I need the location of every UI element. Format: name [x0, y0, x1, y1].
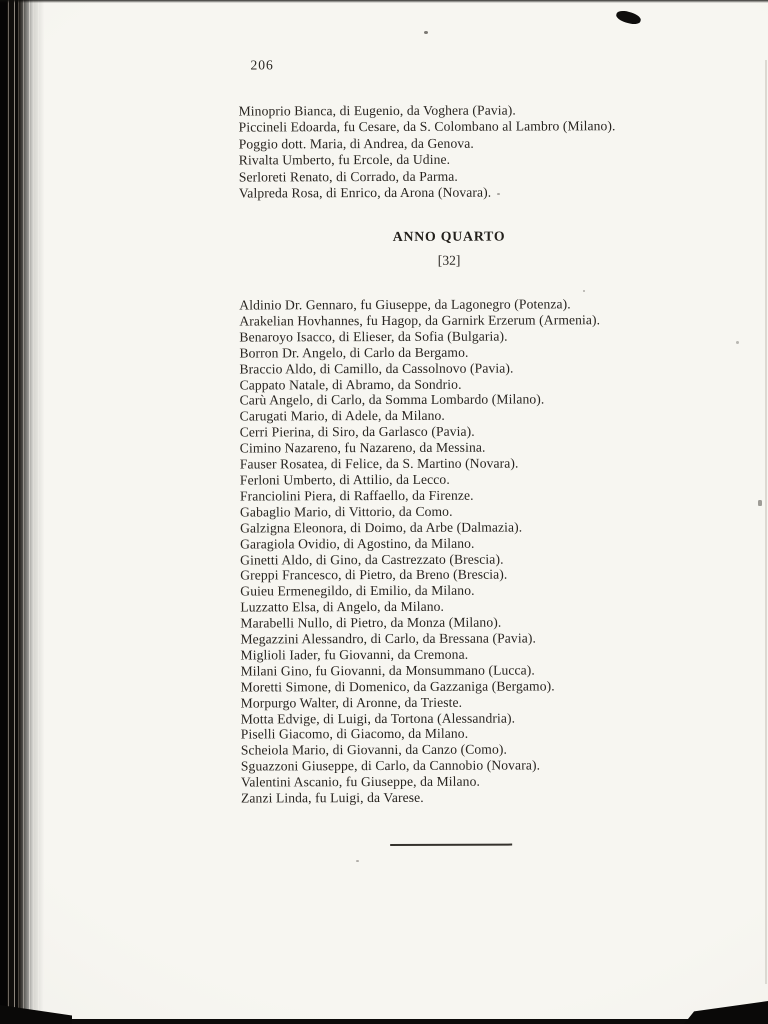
register-entry: Braccio Aldo, di Camillo, da Cassolnovo (Pavia). [239, 360, 514, 377]
ink-speck [424, 31, 428, 34]
register-entry: Rivalta Umberto, fu Ercole, da Udine. [238, 151, 451, 168]
register-entry: Piselli Giacomo, di Giacomo, da Milano. [240, 726, 469, 742]
register-entry: Miglioli Iader, fu Giovanni, da Cremona. [240, 646, 469, 663]
register-entry: Piccineli Edoarda, fu Cesare, da S. Colombano al Lambro (Milano). [238, 118, 616, 135]
register-entry: Carugati Mario, di Adele, da Milano. [239, 408, 445, 424]
register-entry: Scheiola Mario, di Giovanni, da Canzo (Como). [240, 741, 507, 758]
section-end-rule [390, 844, 512, 846]
section-entry-count: [32] [437, 252, 461, 268]
scan-top-edge [0, 0, 768, 3]
register-list-previous-section [239, 102, 616, 202]
register-entry: Zanzi Linda, fu Luigi, da Varese. [240, 789, 424, 806]
register-entry: Greppi Francesco, di Pietro, da Breno (Brescia). [240, 566, 508, 583]
scan-left-edge [0, 0, 7, 1024]
ink-speck [736, 341, 739, 344]
register-entry: Serloreti Renato, di Corrado, da Parma. [238, 168, 458, 185]
register-entry: Minoprio Bianca, di Eugenio, da Voghera (Pavia). [238, 102, 516, 119]
register-entry: Benaroyo Isacco, di Elieser, da Sofia (Bulgaria). [239, 328, 508, 345]
register-entry: Galzigna Eleonora, di Doimo, da Arbe (Dalmazia). [240, 519, 523, 536]
register-entry: Guieu Ermenegildo, di Emilio, da Milano. [240, 582, 475, 599]
register-entry: Borron Dr. Angelo, di Carlo da Bergamo. [239, 344, 469, 361]
register-entry: Aldinio Dr. Gennaro, fu Giuseppe, da Lagonegro (Potenza). [239, 296, 571, 313]
register-entry: Megazzini Alessandro, di Carlo, da Bressana (Pavia). [240, 630, 536, 647]
register-entry: Luzzatto Elsa, di Angelo, da Milano. [240, 599, 445, 615]
ink-speck [497, 193, 500, 195]
page-number: 206 [250, 57, 274, 73]
register-entry: Poggio dott. Maria, di Andrea, da Genova. [238, 135, 474, 152]
register-entry: Milani Gino, fu Giovanni, da Monsummano (Lucca). [240, 662, 535, 679]
register-entry: Sguazzoni Giuseppe, di Carlo, da Cannobio (Novara). [240, 757, 541, 774]
section-title: ANNO QUARTO [392, 228, 506, 244]
scan-right-edge [765, 60, 767, 984]
register-entry: Marabelli Nullo, di Pietro, da Monza (Milano). [240, 614, 502, 631]
register-entry: Ginetti Aldo, di Gino, da Castrezzato (Brescia). [240, 551, 504, 568]
register-entry: Cappato Natale, di Abramo, da Sondrio. [239, 376, 462, 393]
register-entry: Morpurgo Walter, di Aronne, da Trieste. [240, 694, 463, 711]
ink-speck [758, 500, 762, 506]
register-list-anno-quarto [239, 296, 602, 806]
section-heading-block [199, 227, 699, 270]
register-entry: Valpreda Rosa, di Enrico, da Arona (Novara). [238, 184, 492, 201]
register-entry: Motta Edvige, di Luigi, da Tortona (Alessandria). [240, 710, 516, 727]
scan-bottom-edge [0, 1019, 768, 1024]
register-entry: Ferloni Umberto, di Attilio, da Lecco. [239, 471, 450, 488]
register-entry: Cerri Pierina, di Siro, da Garlasco (Pavia). [239, 423, 475, 440]
register-entry: Fauser Rosatea, di Felice, da S. Martino (Novara). [239, 455, 519, 472]
register-entry: Carù Angelo, di Carlo, da Somma Lombardo (Milano). [239, 391, 545, 408]
register-entry: Moretti Simone, di Domenico, da Gazzaniga (Bergamo). [240, 678, 555, 695]
register-entry: Gabaglio Mario, di Vittorio, da Como. [239, 503, 453, 520]
register-entry: Arakelian Hovhannes, fu Hagop, da Garnirk Erzerum (Armenia). [239, 312, 601, 329]
register-entry: Valentini Ascanio, fu Giuseppe, da Milano. [240, 773, 480, 790]
register-entry: Cimino Nazareno, fu Nazareno, da Messina. [239, 439, 486, 456]
ink-speck [356, 860, 359, 862]
register-entry: Franciolini Piera, di Raffaello, da Firenze. [239, 487, 474, 504]
ink-speck [583, 290, 585, 292]
register-entry: Garagiola Ovidio, di Agostino, da Milano. [240, 535, 475, 552]
